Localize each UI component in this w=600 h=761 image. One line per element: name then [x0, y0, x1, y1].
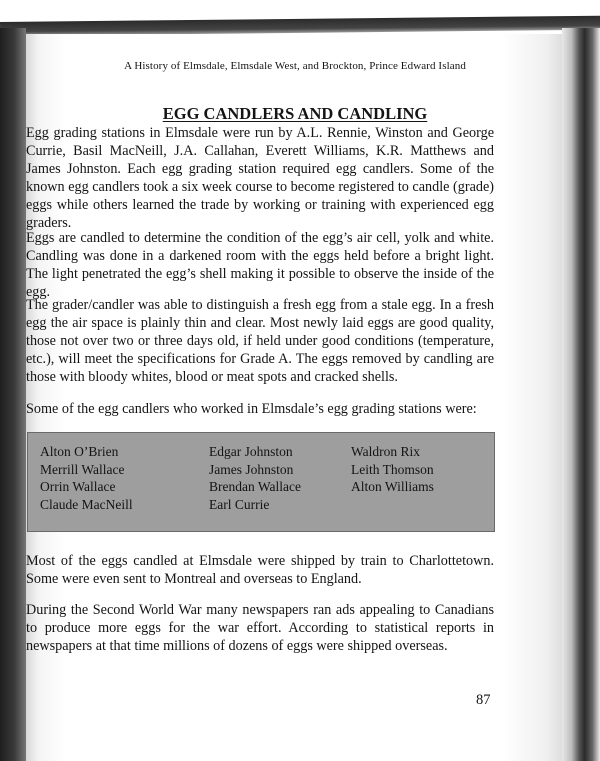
paragraph-war-effort: During the Second World War many newspapers ran ads appealing to Canadians to produce more eggs for the war effort. According to statistical reports in newspapers at that time millions of dozens of eggs were shipped overseas.	[26, 602, 494, 654]
candler-name: James Johnston	[209, 461, 294, 477]
paragraph-candlers-intro: Some of the egg candlers who worked in Elmsdale’s egg grading stations were:	[26, 401, 477, 417]
candlers-names-box	[27, 432, 495, 532]
candlers-column-2	[209, 443, 301, 513]
paragraph-fresh-vs-stale: The grader/candler was able to distinguish a fresh egg from a stale egg. In a fresh egg the air space is plainly thin and clear. Most newly laid eggs are good quality, those not over two or three days old, if held under good conditions (temperature, etc.), will meet the specifications for Grade A. The eggs removed by candling are those with bloody whites, blood or meat spots and cracked shells.	[26, 297, 494, 385]
running-head: A History of Elmsdale, Elmsdale West, and Brockton, Prince Edward Island	[124, 60, 466, 72]
paragraph-shipping: Most of the eggs candled at Elmsdale were shipped by train to Charlottetown. Some were even sent to Montreal and overseas to England.	[26, 553, 494, 587]
book-right-edge	[562, 28, 600, 761]
candler-name: Waldron Rix	[351, 444, 421, 459]
candler-name: Alton Williams	[351, 479, 434, 494]
page-number: 87	[476, 692, 491, 708]
candler-name: Claude MacNeill	[40, 496, 133, 512]
book-binding	[0, 28, 26, 761]
candler-name: Brendan Wallace	[209, 479, 301, 494]
candler-name: Alton O’Brien	[40, 444, 119, 459]
candler-name: Earl Currie	[209, 496, 270, 512]
book-top-edge	[0, 16, 600, 36]
candlers-column-1	[40, 443, 133, 513]
candlers-column-3	[351, 443, 434, 496]
candler-name: Merrill Wallace	[40, 461, 125, 477]
candler-name: Edgar Johnston	[209, 444, 293, 459]
paragraph-grading-stations: Egg grading stations in Elmsdale were run by A.L. Rennie, Winston and George Currie, Basil MacNeill, J.A. Callahan, Everett Williams, K.R. Matthews and James Johnston. Each egg grading station required egg candlers. Some of the known egg candlers took a six week course to become registered to candle (grade) eggs while others learned the trade by working or training with experienced egg graders.	[26, 125, 494, 231]
candler-name: Orrin Wallace	[40, 479, 116, 494]
paragraph-candling-purpose: Eggs are candled to determine the condition of the egg’s air cell, yolk and white. Candling was done in a darkened room with the eggs held before a bright light. The light penetrated the egg’s shell making it possible to observe the inside of the egg.	[26, 230, 494, 300]
article-title: EGG CANDLERS AND CANDLING	[162, 104, 428, 123]
candler-name: Leith Thomson	[351, 461, 434, 477]
